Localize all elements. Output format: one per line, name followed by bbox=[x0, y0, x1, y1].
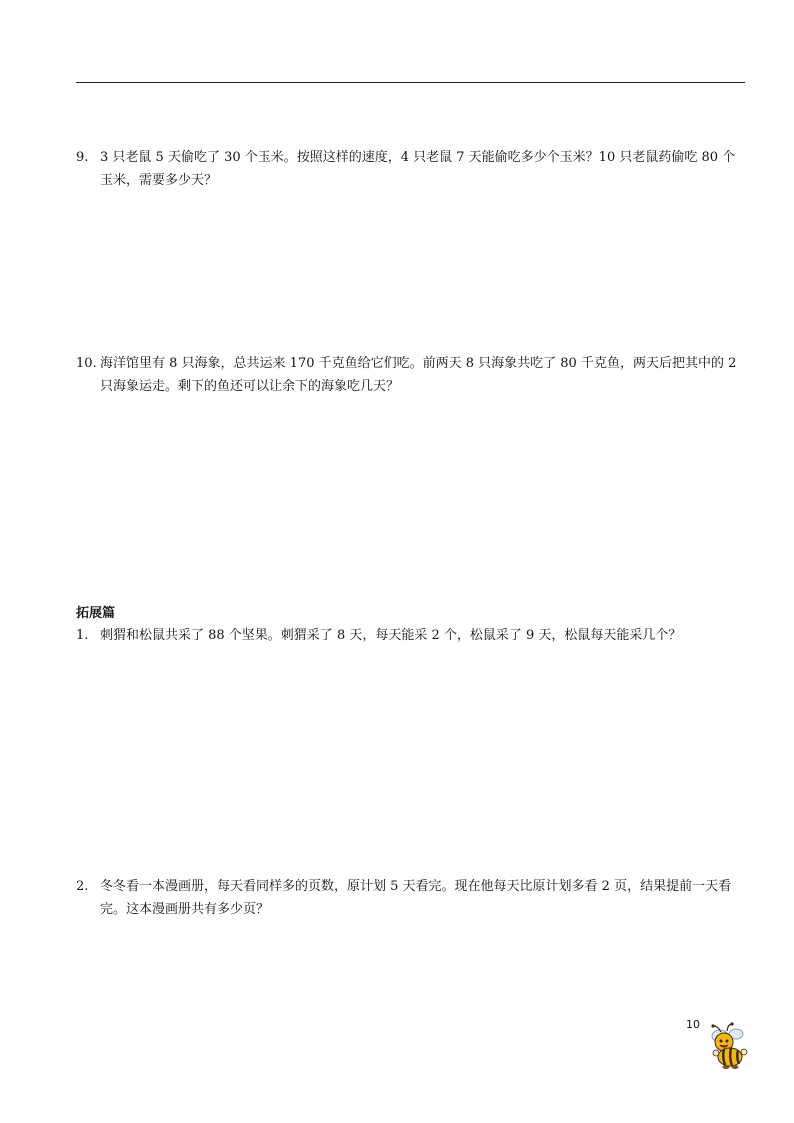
section-title-extension: 拓展篇 bbox=[76, 606, 116, 621]
extension-problem-1 bbox=[76, 624, 748, 647]
header-rule bbox=[76, 82, 745, 83]
problem-10 bbox=[76, 352, 748, 398]
problem-text: 海洋馆里有 8 只海象，总共运来 170 千克鱼给它们吃。前两天 8 只海象共吃了 80 千克鱼，两天后把其中的 2 只海象运走。剩下的鱼还可以让余下的海象吃几天？ bbox=[100, 356, 737, 394]
problem-9 bbox=[76, 146, 748, 192]
extension-problem-2 bbox=[76, 875, 748, 921]
problem-number: 2. bbox=[76, 879, 89, 894]
problem-text: 冬冬看一本漫画册，每天看同样多的页数，原计划 5 天看完。现在他每天比原计划多看 2 页，结果提前一天看完。这本漫画册共有多少页？ bbox=[100, 879, 732, 917]
problem-number: 9. bbox=[76, 150, 89, 165]
bee-mascot-icon bbox=[704, 1022, 752, 1070]
problem-number: 1. bbox=[76, 628, 89, 643]
problem-number: 10. bbox=[76, 356, 97, 371]
problem-text: 刺猬和松鼠共采了 88 个坚果。刺猬采了 8 天，每天能采 2 个，松鼠采了 9 天，松鼠每天能采几个？ bbox=[100, 628, 682, 643]
problem-text: 3 只老鼠 5 天偷吃了 30 个玉米。按照这样的速度，4 只老鼠 7 天能偷吃多少个玉米？10 只老鼠药偷吃 80 个玉米，需要多少天？ bbox=[100, 150, 736, 188]
page-number: 10 bbox=[686, 1018, 700, 1031]
